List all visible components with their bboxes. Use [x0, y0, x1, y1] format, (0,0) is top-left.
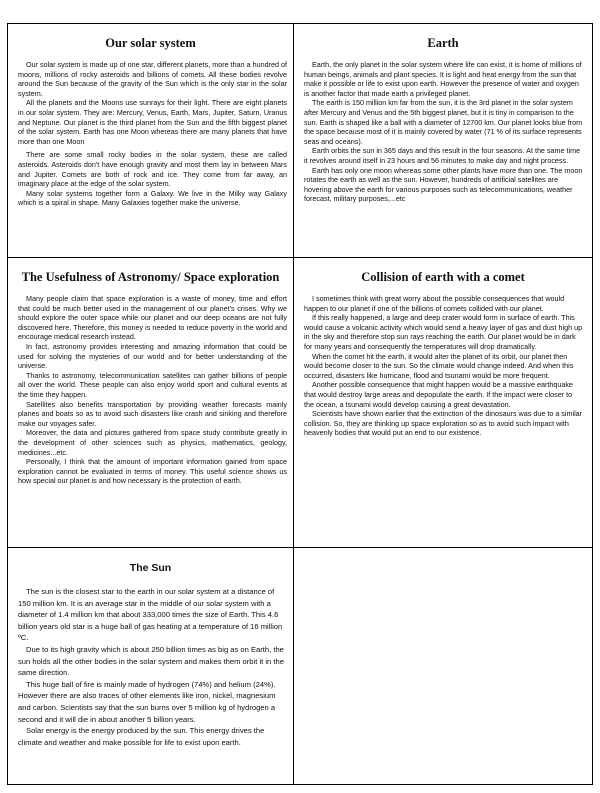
section-sun — [8, 548, 294, 784]
section-body — [8, 294, 293, 486]
section-title: The Sun — [129, 562, 172, 574]
section-body — [8, 586, 293, 748]
section-earth — [294, 24, 592, 258]
paragraph: In fact, astronomy provides interesting and amazing information that could be used for solving the mysteries of our world and for better understanding of the universe. — [18, 341, 287, 371]
worksheet-grid — [7, 23, 593, 785]
section-title: Our solar system — [105, 36, 196, 50]
paragraph: This huge ball of fire is mainly made of hydrogen (74%) and helium (24%). However there are also traces of other elements like iron, nickel, magnesium and carbon. Scientists say that the sun burns over 5 million kg of hydrogen a second and it will die in about another 5 billion years. — [18, 679, 276, 724]
paragraph: Earth, the only planet in the solar system where life can exist, it is home of millions of human beings, animals and plant species. It is light and heat energy from the sun that make it possible or life to exist upon earth. However the presence of water and oxygen is another factor that made earth a privileged planet. — [304, 60, 582, 98]
paragraph: Another possible consequence that might happen would be a massive earthquake that would destroy large areas and depopulate the earth. If the impact were closer to the ocean, a tsunami would develop causing a great devastation. — [304, 380, 573, 409]
paragraph: I sometimes think with great worry about the possible consequences that would happen to our planet if one of the billions of comets collided with our planet. — [304, 294, 565, 313]
paragraph: Due to its high gravity which is about 250 billion times as big as on Earth, the sun holds all the other bodies in the solar system and makes them orbit it in the same direction. — [18, 644, 284, 678]
paragraph: The sun is the closest star to the earth in our solar system at a distance of 150 million km. It is an average star in the middle of our solar system with a diameter of 1.4 million km that about 333,000 times the size of Earth. This 4.6 billion years old star is a huge ball of gas heating at a temperature of 16 million ºC. — [18, 587, 283, 643]
paragraph: If this really happened, a large and deep crater would form in surface of earth. This would cause a volcanic activity which would send a heavy layer of gas and dust high up in the sky and therefore stop sun rays reaching the earth. Our planet would be in dark for many years and consequently the temperatures will drop dramatically. — [304, 313, 583, 351]
paragraph: Many solar systems together form a Galaxy. We live in the Milky way Galaxy which is a spiral in shape. Many Galaxies together make the universe. — [18, 188, 287, 208]
empty-cell — [294, 548, 592, 784]
paragraph: Scientists have shown earlier that the extinction of the dinosaurs was due to a similar collision. So, they are thinking up space exploration so as to avoid such impact with heavenly bodies that would put an end to our existence. — [304, 409, 583, 438]
paragraph: Our solar system is made up of one star, different planets, more than a hundred of moons, millions of rocky asteroids and billions of comets. All these bodies revolve around the Sun because of the gravity of the Sun which is the only star in the solar system. — [18, 60, 287, 98]
paragraph: Solar energy is the energy produced by the sun. This energy drives the climate and weather and make possible for life to exist upon earth. — [18, 726, 265, 747]
paragraph: There are some small rocky bodies in the solar system, these are called asteroids. Asteroids don't have enough gravity and most them lay in between Mars and Jupiter. Comets are both of rock and ice. They come from far away, an imaginary place at the edge of the solar system. — [18, 150, 287, 189]
paragraph: Many people claim that space exploration is a waste of money, time and effort that could be much better used in the management of our planet's crises. Why we should explore the outer space while our planet and our deep oceans are not fully discovered here. Therefore, this money is needed to reduce poverty in the world and encourage medical research instead. — [18, 294, 287, 342]
paragraph: Thanks to astronomy, telecommunication satellites can gather billions of people all over the world. These people can also enjoy world sport and cultural events at the time they happen. — [18, 370, 287, 399]
paragraph: Personally, I think that the amount of important information gained from space exploration cannot be evaluated in terms of money. This useful science shows us how special our planet is and how necessary is the protection of earth. — [18, 457, 287, 486]
section-comet-collision — [294, 258, 592, 548]
paragraph: Earth orbits the sun in 365 days and this result in the four seasons. At the same time it revolves around itself in 23 hours and 56 minutes to make day and night process. — [304, 146, 581, 165]
paragraph: Earth has only one moon whereas some other plants have more than one. The moon rotates the earth as well as the sun. However, hundreds of artificial satellites are hovering above the earth for various purposes such as telecommunications, weather forecast, military purposes,...etc — [304, 165, 583, 204]
section-solar-system — [8, 24, 294, 258]
section-astronomy — [8, 258, 294, 548]
paragraph: All the planets and the Moons use sunrays for their light. There are eight planets in our solar system. They are: Mercury, Venus, Earth, Mars, Jupiter, Saturn, Uranus and Neptune. Our planet is the third planet from the Sun and the fifth biggest planet of the solar system. Earth has one Moon whereas there are many planets that have more than one Moon — [18, 98, 287, 146]
section-title: Collision of earth with a comet — [361, 270, 525, 284]
section-body — [294, 294, 592, 438]
paragraph: Moreover, the data and pictures gathered from space study contribute greatly in the development of other sciences such as physics, mathematics, geology, medicines...etc. — [18, 428, 287, 457]
paragraph: Satellites also benefits transportation by providing weather forecasts mainly planes and boats so as to avoid such disasters like crash and sinking and therefore make our voyages safer. — [18, 399, 287, 428]
section-body — [8, 60, 293, 208]
section-body — [294, 60, 592, 204]
section-title: Earth — [427, 36, 459, 50]
paragraph: The earth is 150 million km far from the sun, it is the 3rd planet in the solar system after Mercury and Venus and the 5th biggest planet, but it is tiny in comparison to the sun. Earth is shaped like a ball with a diameter of 12700 km. Our planet looks blue from the space because most of it is mainly covered by water (71 % of its surface represents seas and oceans). — [304, 98, 583, 146]
section-title: The Usefulness of Astronomy/ Space exploration — [21, 270, 280, 284]
paragraph: When the comet hit the earth, it would alter the planet of its orbit, our planet then would become closer to the sun. So the climate would change indeed. And when this occurred, disasters like hurricane, flood and tsunami would be more frequent. — [304, 351, 574, 380]
